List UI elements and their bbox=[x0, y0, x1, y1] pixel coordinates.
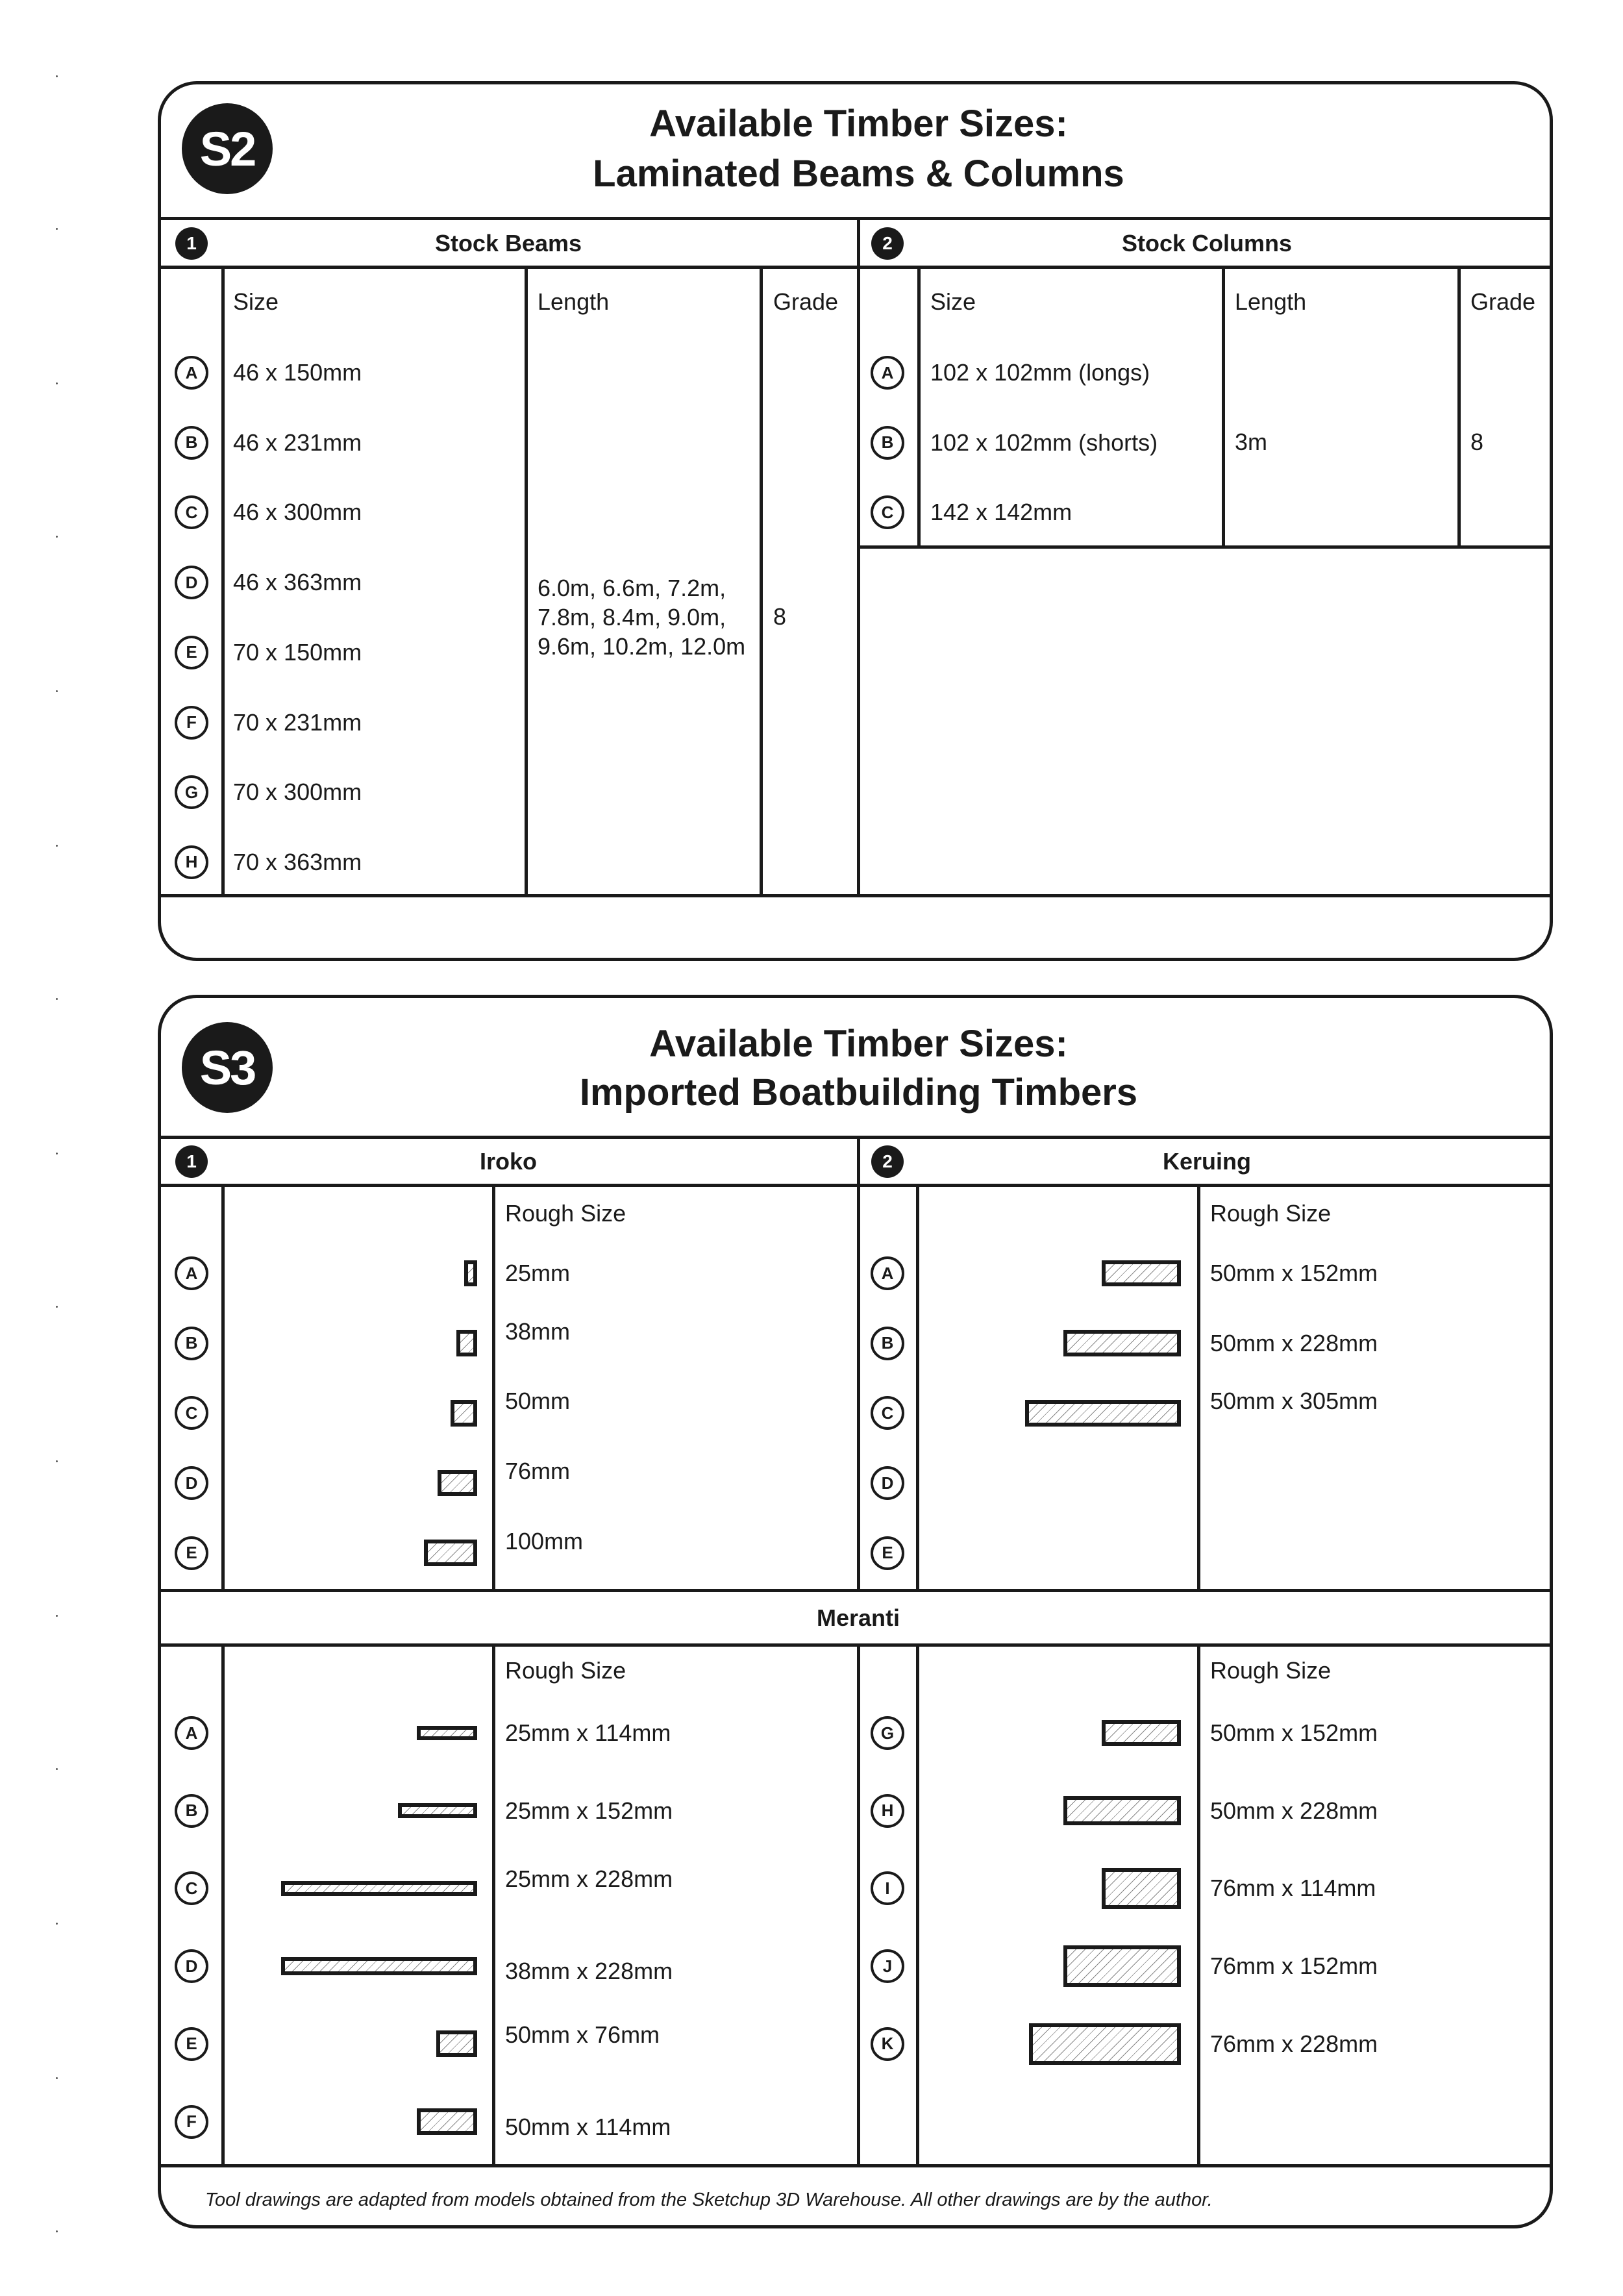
iroko-size: 100mm bbox=[505, 1527, 584, 1554]
divider bbox=[857, 1137, 860, 1590]
timber-section-drawing bbox=[451, 1400, 477, 1427]
timber-section-drawing bbox=[1063, 1796, 1181, 1825]
divider bbox=[1197, 1185, 1200, 1590]
row-letter: I bbox=[871, 1871, 904, 1905]
iroko-size: 76mm bbox=[505, 1458, 571, 1485]
s2-badge: S2 bbox=[182, 103, 273, 194]
row-letter: D bbox=[175, 1949, 208, 1983]
divider bbox=[161, 1589, 1550, 1592]
divider bbox=[525, 267, 528, 895]
divider bbox=[161, 217, 1550, 220]
timber-section-drawing bbox=[417, 2108, 477, 2135]
margin-dot bbox=[56, 75, 58, 77]
beams-grade: 8 bbox=[773, 603, 787, 630]
meranti-size: 25mm x 152mm bbox=[505, 1797, 673, 1824]
divider bbox=[492, 1185, 495, 1590]
row-letter: C bbox=[871, 1396, 904, 1430]
columns-grade: 8 bbox=[1470, 429, 1484, 455]
beam-size: 46 x 150mm bbox=[233, 359, 362, 386]
beams-col-header: Grade bbox=[773, 288, 839, 315]
iroko-size: 38mm bbox=[505, 1317, 571, 1345]
row-letter: E bbox=[175, 2027, 208, 2061]
divider bbox=[221, 1185, 225, 1590]
divider bbox=[1197, 1645, 1200, 2165]
footer-note: Tool drawings are adapted from models obtained from the Sketchup 3D Warehouse. All other drawings are by the author. bbox=[205, 2190, 1213, 2210]
divider bbox=[161, 1184, 1550, 1187]
divider bbox=[916, 1185, 919, 1590]
row-letter: B bbox=[175, 426, 208, 460]
divider bbox=[161, 266, 1550, 269]
row-letter: H bbox=[175, 845, 208, 879]
column-size: 102 x 102mm (longs) bbox=[930, 359, 1150, 386]
row-letter: F bbox=[175, 2105, 208, 2139]
row-letter: C bbox=[175, 1396, 208, 1430]
timber-section-drawing bbox=[1102, 1868, 1181, 1909]
margin-dot bbox=[56, 845, 58, 847]
keruing-heading: Keruing bbox=[1162, 1148, 1252, 1175]
row-letter: B bbox=[175, 1327, 208, 1360]
s3-title-line2: Imported Boatbuilding Timbers bbox=[579, 1071, 1138, 1114]
timber-section-drawing bbox=[1025, 1400, 1181, 1427]
row-letter: E bbox=[871, 1536, 904, 1570]
meranti-size: 25mm x 114mm bbox=[505, 1719, 671, 1746]
timber-section-drawing bbox=[424, 1540, 477, 1566]
row-letter: G bbox=[175, 775, 208, 809]
timber-section-drawing bbox=[1029, 2023, 1181, 2064]
beams-col-header: Length bbox=[538, 288, 610, 315]
divider bbox=[161, 1643, 1550, 1647]
section-number-1: 1 bbox=[175, 227, 208, 260]
beam-size: 46 x 231mm bbox=[233, 429, 362, 456]
margin-dot bbox=[56, 1153, 58, 1154]
row-letter: C bbox=[175, 1871, 208, 1905]
beam-size: 70 x 150mm bbox=[233, 638, 362, 666]
row-letter: C bbox=[871, 495, 904, 529]
beam-size: 70 x 363mm bbox=[233, 848, 362, 875]
row-letter: A bbox=[175, 1716, 208, 1750]
divider bbox=[858, 545, 1550, 549]
row-letter: D bbox=[175, 1466, 208, 1500]
row-letter: A bbox=[871, 1256, 904, 1290]
section-number-2: 2 bbox=[871, 1145, 904, 1178]
margin-dot bbox=[56, 1460, 58, 1462]
timber-section-drawing bbox=[438, 1470, 477, 1497]
beam-size: 70 x 300mm bbox=[233, 779, 362, 806]
keruing-size: 50mm x 228mm bbox=[1210, 1329, 1378, 1356]
keruing-size: 50mm x 305mm bbox=[1210, 1388, 1378, 1415]
timber-section-drawing bbox=[456, 1330, 477, 1356]
row-letter: F bbox=[175, 706, 208, 740]
row-letter: E bbox=[175, 1536, 208, 1570]
meranti-size: 50mm x 228mm bbox=[1210, 1797, 1378, 1824]
s3-title-line1: Available Timber Sizes: bbox=[649, 1023, 1068, 1065]
meranti-size: 50mm x 114mm bbox=[505, 2113, 671, 2140]
meranti-size: 76mm x 152mm bbox=[1210, 1953, 1378, 1980]
column-size: 102 x 102mm (shorts) bbox=[930, 429, 1158, 456]
divider bbox=[760, 267, 763, 895]
meranti-heading: Meranti bbox=[816, 1604, 900, 1631]
divider bbox=[221, 1645, 225, 2165]
s2-laminated-panel bbox=[158, 81, 1553, 961]
meranti-size: 50mm x 152mm bbox=[1210, 1719, 1378, 1746]
margin-dot bbox=[56, 2077, 58, 2079]
row-letter: A bbox=[871, 356, 904, 390]
columns-col-header: Grade bbox=[1470, 288, 1536, 315]
beams-col-header: Size bbox=[233, 288, 279, 315]
columns-col-header: Length bbox=[1235, 288, 1307, 315]
margin-dot bbox=[56, 1306, 58, 1308]
meranti-size: 25mm x 228mm bbox=[505, 1866, 673, 1893]
margin-dot bbox=[56, 1923, 58, 1925]
row-letter: H bbox=[871, 1794, 904, 1828]
row-letter: B bbox=[871, 1327, 904, 1360]
row-letter: G bbox=[871, 1716, 904, 1750]
timber-section-drawing bbox=[1063, 1330, 1181, 1356]
iroko-heading: Iroko bbox=[479, 1148, 538, 1175]
margin-dot bbox=[56, 1768, 58, 1770]
row-letter: B bbox=[871, 426, 904, 460]
margin-dot bbox=[56, 998, 58, 1000]
columns-length: 3m bbox=[1235, 429, 1268, 455]
divider bbox=[857, 218, 860, 895]
beam-size: 46 x 300mm bbox=[233, 499, 362, 526]
keruing-size: 50mm x 152mm bbox=[1210, 1260, 1378, 1286]
margin-dot bbox=[56, 1615, 58, 1617]
timber-section-drawing bbox=[436, 2030, 477, 2057]
s3-boatbuilding-panel bbox=[158, 995, 1553, 2228]
timber-section-drawing bbox=[1063, 1945, 1181, 1986]
row-letter: D bbox=[175, 566, 208, 599]
row-letter: C bbox=[175, 495, 208, 529]
beam-size: 46 x 363mm bbox=[233, 569, 362, 596]
row-letter: E bbox=[175, 636, 208, 669]
divider bbox=[492, 1645, 495, 2165]
beams-length: 6.0m, 6.6m, 7.2m, 7.8m, 8.4m, 9.0m, 9.6m, 10.2m, 12.0m bbox=[538, 575, 746, 660]
meranti-size: 50mm x 76mm bbox=[505, 2021, 660, 2048]
rough-size-header: Rough Size bbox=[1210, 1657, 1332, 1684]
divider bbox=[916, 1645, 919, 2165]
divider bbox=[161, 894, 1550, 897]
meranti-size: 38mm x 228mm bbox=[505, 1958, 673, 1985]
row-letter: A bbox=[175, 1256, 208, 1290]
timber-section-drawing bbox=[464, 1260, 477, 1287]
divider bbox=[221, 267, 225, 895]
row-letter: K bbox=[871, 2027, 904, 2061]
stock-beams-heading: Stock Beams bbox=[434, 230, 582, 256]
timber-section-drawing bbox=[281, 1957, 477, 1975]
margin-dot bbox=[56, 228, 58, 230]
margin-dot bbox=[56, 382, 58, 384]
s2-title-line2: Laminated Beams & Columns bbox=[593, 153, 1124, 195]
iroko-size: 25mm bbox=[505, 1260, 571, 1286]
row-letter: A bbox=[175, 356, 208, 390]
rough-size-header: Rough Size bbox=[505, 1657, 626, 1684]
margin-dot bbox=[56, 2230, 58, 2232]
column-size: 142 x 142mm bbox=[930, 499, 1072, 526]
divider bbox=[161, 2164, 1550, 2167]
divider bbox=[917, 267, 921, 547]
timber-section-drawing bbox=[1102, 1720, 1181, 1747]
iroko-size: 50mm bbox=[505, 1388, 571, 1415]
beam-size: 70 x 231mm bbox=[233, 708, 362, 736]
row-letter: B bbox=[175, 1794, 208, 1828]
row-letter: D bbox=[871, 1466, 904, 1500]
margin-dot bbox=[56, 536, 58, 538]
section-number-2: 2 bbox=[871, 227, 904, 260]
meranti-size: 76mm x 228mm bbox=[1210, 2030, 1378, 2057]
timber-section-drawing bbox=[398, 1803, 477, 1818]
divider bbox=[1457, 267, 1461, 547]
rough-size-header: Rough Size bbox=[505, 1200, 626, 1227]
divider bbox=[857, 1645, 860, 2165]
meranti-size: 76mm x 114mm bbox=[1210, 1875, 1376, 1902]
timber-section-drawing bbox=[417, 1726, 477, 1741]
s2-title-line1: Available Timber Sizes: bbox=[649, 103, 1068, 145]
divider bbox=[1222, 267, 1225, 547]
divider bbox=[161, 1136, 1550, 1139]
row-letter: J bbox=[871, 1949, 904, 1983]
margin-dot bbox=[56, 690, 58, 692]
timber-section-drawing bbox=[281, 1881, 477, 1896]
rough-size-header: Rough Size bbox=[1210, 1200, 1332, 1227]
columns-col-header: Size bbox=[930, 288, 976, 315]
timber-section-drawing bbox=[1102, 1260, 1181, 1287]
section-number-1: 1 bbox=[175, 1145, 208, 1178]
s3-badge: S3 bbox=[182, 1022, 273, 1113]
stock-columns-heading: Stock Columns bbox=[1121, 230, 1293, 256]
